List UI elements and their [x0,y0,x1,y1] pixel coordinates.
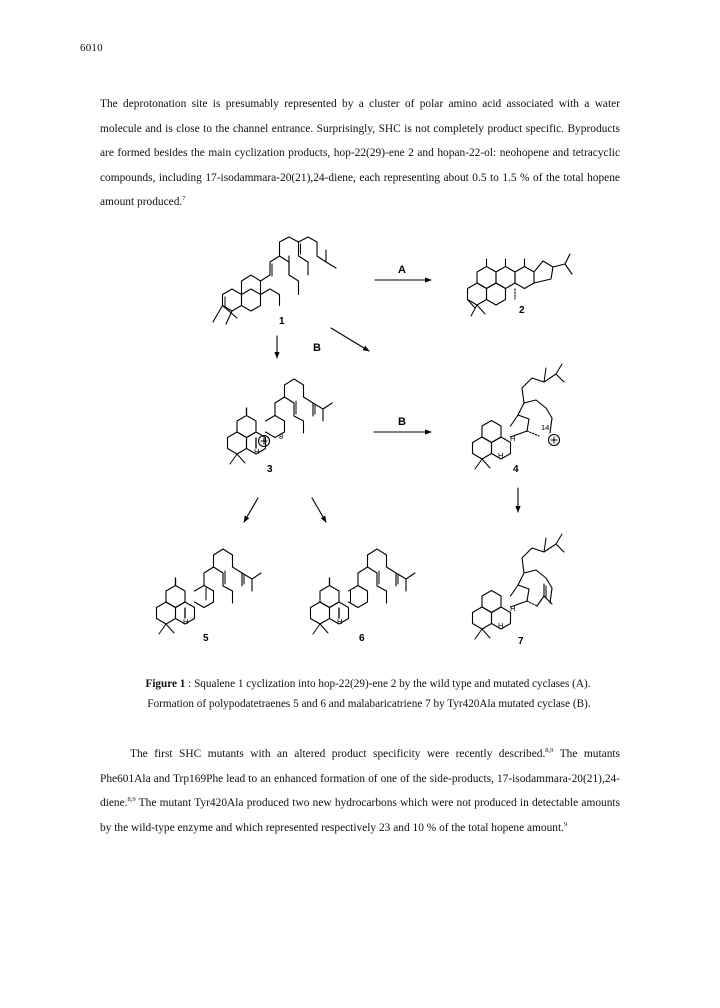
paragraph-text: The deprotonation site is presumably represented by a cluster of polar amino acid associated with a water molecule and is close to the channel entrance. Surprisingly, SHC is not completely product specific. Byproducts are formed besides the main cyclization products, hop-22(29)-ene 2 and hopan-22-ol: neohopene and tetracyclic compounds, including 17-isodammara-20(21),24-diene, each representing about 0.5 to 1.5 % of the total hopene amount produced. [100,98,620,208]
figure-caption-label: Figure 1 [145,678,186,690]
stereo-h-4b: H [510,434,516,443]
reference-superscript: 9 [564,820,568,828]
compound-label-4: 4 [513,464,519,475]
compound-3-structure [228,379,333,464]
compound-label-3: 3 [267,464,273,475]
cation-locant-3: 8 [279,432,284,441]
stereo-h-6: H [337,617,343,626]
figure-caption-text-1: : Squalene 1 cyclization into hop-22(29)-ene 2 by the wild type and mutated cyclases (A). [185,678,591,690]
paragraph-shc-mutants [100,742,620,840]
compound-label-7: 7 [518,636,524,647]
reaction-arrow-3-to-6 [312,498,326,522]
arrow-label-b-left: B [313,342,321,354]
compound-label-1: 1 [279,316,285,327]
stereo-h-7b: H [510,604,516,613]
page-number: 6010 [80,42,103,54]
reference-superscript: 8,9 [127,796,136,804]
arrow-label-a: A [398,264,406,276]
reference-superscript: 8,9 [545,747,554,755]
stereo-h-3: H [254,447,260,456]
reaction-arrow-diagonal [331,328,369,351]
figure-caption-line-2: Formation of polypodatetraenes 5 and 6 and malabaricatriene 7 by Tyr420Ala mutated cyclase (B). [147,698,591,710]
compound-7-structure [473,534,565,639]
reference-superscript: 7 [182,195,186,203]
compound-5-structure [157,549,262,634]
paragraph-sentence-3: The mutant Tyr420Ala produced two new hydrocarbons which were not produced in detectable amounts by the wild-type enzyme and which represented respectively 23 and 10 % of the total hopene amount. [100,797,620,834]
stereo-h-5: H [183,617,189,626]
compound-label-2: 2 [519,305,525,316]
compound-4-structure [473,364,565,469]
paragraph-deprotonation [100,92,620,215]
compound-label-5: 5 [203,633,209,644]
stereo-h-7a: H [498,621,504,630]
figure-1 [0,218,720,658]
paragraph-sentence-2: The mutants Phe601Ala and Trp169Phe lead to an enhanced formation of one of the side-products, 17-isodammara-20(21),24-diene. [100,748,620,809]
compound-1-structure [213,237,336,324]
compound-label-6: 6 [359,633,365,644]
cation-locant-4: 14 [541,423,550,432]
compound-6-structure [311,549,416,634]
stereo-h-4a: H [498,451,504,460]
arrow-label-b-right: B [398,416,406,428]
reaction-arrow-3-to-5 [244,498,258,522]
paragraph-sentence-1: The first SHC mutants with an altered product specificity were recently described. [130,748,546,760]
figure-caption-line-1 [0,678,720,690]
